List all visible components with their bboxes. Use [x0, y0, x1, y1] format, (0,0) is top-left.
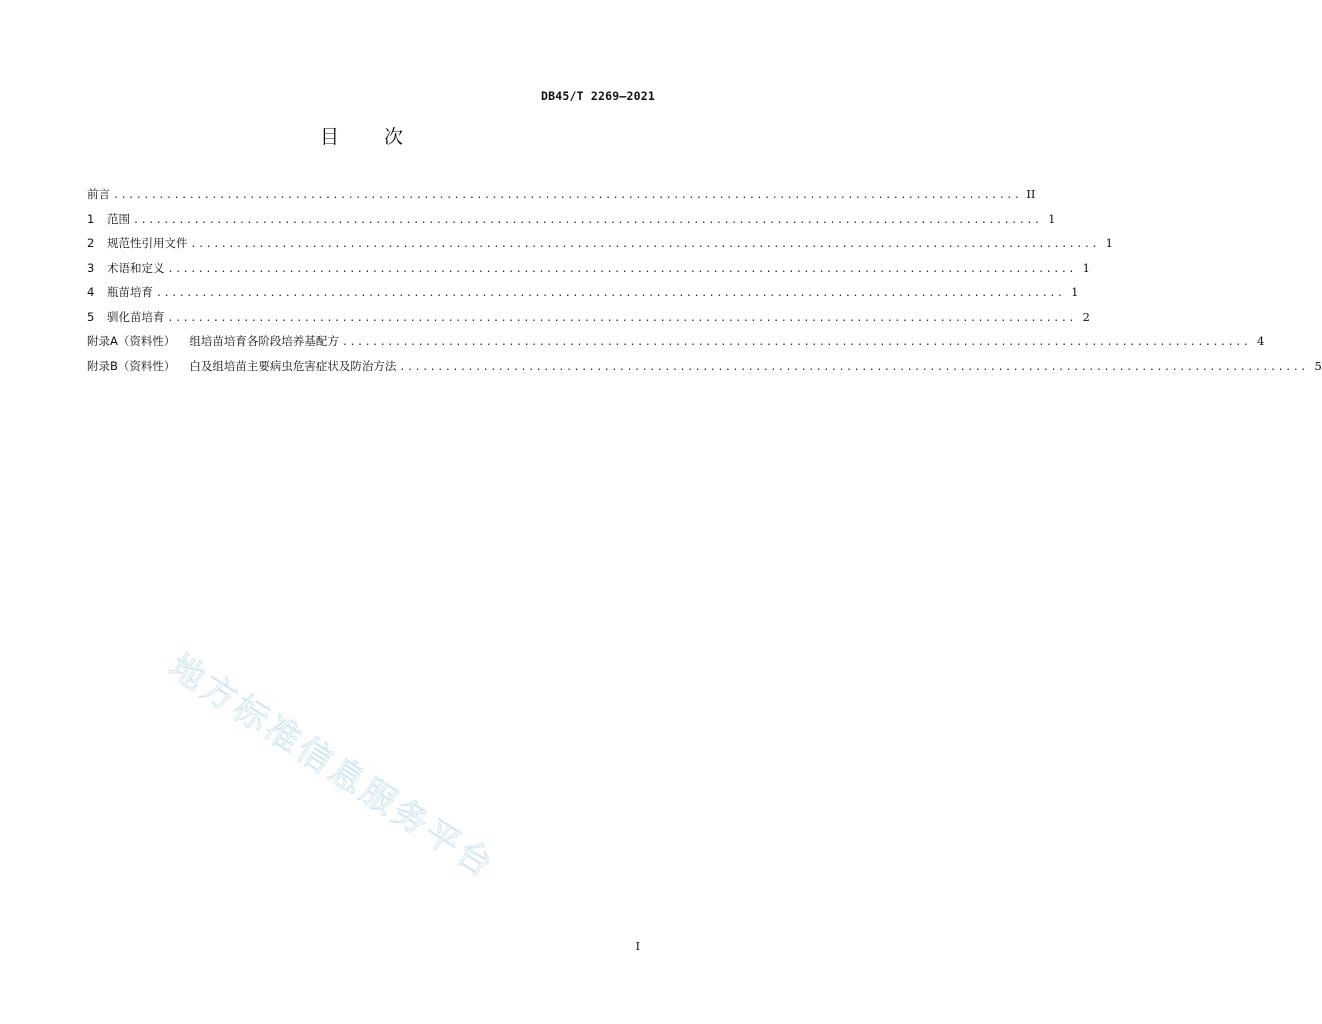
- table-of-contents: [87, 185, 1322, 381]
- toc-page-number: II: [1026, 187, 1036, 201]
- toc-entry-number: 1: [87, 211, 95, 226]
- toc-entry-scope[interactable]: [87, 210, 1056, 235]
- toc-entry-appendix-a[interactable]: [87, 332, 1265, 357]
- toc-page-number: 4: [1257, 334, 1265, 348]
- toc-entry-number: 3: [87, 260, 95, 275]
- toc-entry-number: 5: [87, 309, 95, 324]
- toc-entry-acclimatized-seedling[interactable]: [87, 308, 1090, 333]
- toc-page-number: 1: [1071, 285, 1079, 299]
- toc-entry-label: 驯化苗培育: [107, 309, 165, 324]
- toc-leader-dots: ........................................................................................................................: [399, 361, 1308, 373]
- toc-entry-label: 前言: [87, 187, 110, 201]
- toc-title-char-2: 次: [384, 126, 405, 148]
- toc-entry-label: 规范性引用文件: [107, 236, 188, 250]
- toc-entry-label: 组培苗培育各阶段培养基配方: [189, 334, 339, 348]
- toc-leader-dots: ........................................................................................................................: [341, 337, 1251, 348]
- toc-entry-appendix-b[interactable]: [87, 357, 1322, 382]
- toc-appendix-tag: 附录A（资料性）: [87, 334, 176, 348]
- toc-entry-number: 4: [87, 285, 95, 299]
- toc-leader-dots: ........................................................................................................................: [156, 288, 1065, 299]
- toc-leader-dots: ........................................................................................................................: [113, 190, 1022, 201]
- toc-title: [0, 122, 724, 149]
- toc-entry-label: 范围: [107, 211, 130, 226]
- toc-page-number: 5: [1314, 358, 1322, 373]
- toc-entry-foreword[interactable]: [87, 185, 1036, 210]
- toc-leader-dots: ........................................................................................................................: [133, 214, 1042, 226]
- toc-entry-label: 瓶苗培育: [107, 285, 153, 299]
- toc-title-char-1: 目: [319, 126, 340, 148]
- toc-page-number: 1: [1082, 260, 1090, 275]
- toc-entry-number: 2: [87, 236, 95, 250]
- toc-leader-dots: ........................................................................................................................: [167, 312, 1076, 324]
- toc-leader-dots: ........................................................................................................................: [190, 239, 1099, 250]
- toc-entry-label: 白及组培苗主要病虫危害症状及防治方法: [189, 358, 397, 373]
- toc-entry-terms-definitions[interactable]: [87, 259, 1090, 284]
- toc-page-number: 1: [1105, 236, 1113, 250]
- footer-page-number: I: [635, 940, 640, 953]
- document-code: DB45/T 2269—2021: [541, 89, 655, 103]
- toc-page-number: 2: [1082, 309, 1090, 324]
- toc-entry-bottle-seedling[interactable]: [87, 283, 1079, 308]
- toc-page-number: 1: [1048, 211, 1056, 226]
- toc-entry-label: 术语和定义: [107, 260, 165, 275]
- watermark: 地方标准信息服务平台: [161, 646, 503, 888]
- toc-entry-normative-references[interactable]: [87, 234, 1113, 259]
- toc-leader-dots: ........................................................................................................................: [167, 263, 1076, 275]
- toc-appendix-tag: 附录B（资料性）: [87, 358, 176, 373]
